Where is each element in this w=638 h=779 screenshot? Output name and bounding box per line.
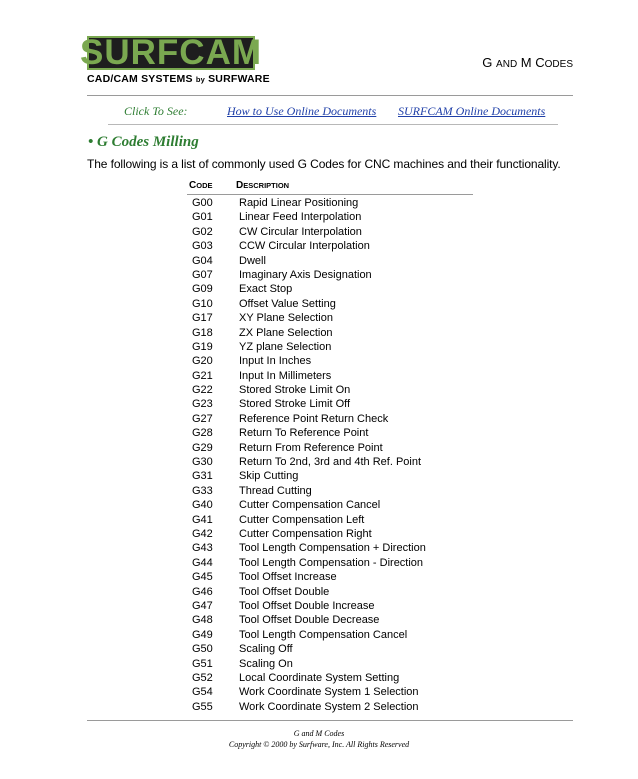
footer-copyright: Copyright © 2000 by Surfware, Inc. All Rights Reserved <box>228 740 410 749</box>
gcode-description: Cutter Compensation Right <box>239 527 372 540</box>
gcode-description: Skip Cutting <box>239 470 299 483</box>
gcode-code: G54 <box>192 686 213 699</box>
table-row <box>0 196 638 210</box>
table-header-divider <box>187 194 473 195</box>
table-row <box>0 527 638 541</box>
gcode-description: Thread Cutting <box>239 484 312 497</box>
footer-title: G and M Codes <box>293 729 345 738</box>
gcode-description: Tool Offset Increase <box>239 571 337 584</box>
gcode-code: G00 <box>192 197 213 209</box>
gcode-description: Tool Length Compensation Cancel <box>239 628 408 641</box>
table-row <box>0 225 638 239</box>
logo-wordmark-box <box>80 33 262 72</box>
nav-label: Click To See: <box>124 104 188 118</box>
intro-text: The following is a list of commonly used G Codes for CNC machines and their functionality. <box>87 157 561 171</box>
gcode-description: ZX Plane Selection <box>239 326 333 339</box>
gcode-description: Tool Offset Double <box>239 585 330 598</box>
gcode-description: Dwell <box>239 254 266 267</box>
table-row <box>0 628 638 642</box>
gcode-code: G29 <box>192 441 213 454</box>
gcode-description: Scaling Off <box>239 643 293 656</box>
gcode-description: Return To 2nd, 3rd and 4th Ref. Point <box>239 456 422 469</box>
gcode-description: CW Circular Interpolation <box>239 225 362 238</box>
table-row <box>0 254 638 268</box>
page-title <box>482 55 573 70</box>
gcode-code: G10 <box>192 297 213 310</box>
gcode-description: Exact Stop <box>239 283 293 296</box>
table-row <box>0 685 638 699</box>
title-m: M <box>520 55 532 70</box>
gcode-description: Imaginary Axis Designation <box>239 268 372 281</box>
table-row <box>0 369 638 383</box>
table-row <box>0 599 638 613</box>
bullet-icon: • <box>88 134 94 150</box>
table-row <box>0 642 638 656</box>
surfcam-logo <box>80 33 270 90</box>
gcode-code: G42 <box>192 527 213 540</box>
table-row <box>0 513 638 527</box>
gcode-description: Local Coordinate System Setting <box>239 671 400 684</box>
gcode-code: G33 <box>192 484 213 497</box>
gcode-code: G07 <box>192 268 213 281</box>
table-row <box>0 469 638 483</box>
table-row <box>0 570 638 584</box>
logo-brand: SURFCAM <box>80 33 262 72</box>
gcode-code: G49 <box>192 628 213 641</box>
gcode-description: Return To Reference Point <box>239 427 369 440</box>
gcode-code: G48 <box>192 614 213 627</box>
gcode-code: G17 <box>192 312 213 325</box>
gcode-code: G02 <box>192 225 213 238</box>
online-documents-link[interactable]: SURFCAM Online Documents <box>398 104 546 118</box>
table-row <box>0 311 638 325</box>
gcode-code: G44 <box>192 556 213 569</box>
section-heading <box>88 134 199 151</box>
gcode-description: Cutter Compensation Cancel <box>239 499 381 512</box>
title-c: C <box>535 55 545 70</box>
gcode-description: Return From Reference Point <box>239 441 383 454</box>
title-and: AND <box>496 59 518 70</box>
gcode-description: Tool Length Compensation - Direction <box>239 556 424 569</box>
gcode-description: Scaling On <box>239 657 293 670</box>
gcode-code: G31 <box>192 470 213 483</box>
gcode-description: Rapid Linear Positioning <box>239 197 359 209</box>
table-row <box>0 700 638 714</box>
title-odes: ODES <box>544 59 573 70</box>
title-g: G <box>482 55 493 70</box>
gcode-code: G04 <box>192 254 213 267</box>
section-title: G Codes Milling <box>97 134 199 150</box>
gcode-code: G27 <box>192 412 213 425</box>
table-row <box>0 657 638 671</box>
gcode-code: G52 <box>192 671 213 684</box>
gcode-description: Stored Stroke Limit On <box>239 384 351 397</box>
table-row <box>0 671 638 685</box>
gcode-description: Tool Offset Double Decrease <box>239 614 380 627</box>
gcode-code: G46 <box>192 585 213 598</box>
table-row <box>0 397 638 411</box>
logo-company: SURFWARE <box>208 73 270 85</box>
gcode-description: Stored Stroke Limit Off <box>239 398 351 411</box>
gcode-description: Tool Offset Double Increase <box>239 599 375 612</box>
gcode-description: Linear Feed Interpolation <box>239 211 362 224</box>
gcode-code: G19 <box>192 340 213 353</box>
gcode-code: G43 <box>192 542 213 555</box>
gcode-code: G21 <box>192 369 213 382</box>
gcode-code: G09 <box>192 283 213 296</box>
table-row <box>0 210 638 224</box>
table-row <box>0 455 638 469</box>
table-row <box>0 412 638 426</box>
gcode-code: G45 <box>192 571 213 584</box>
table-row <box>0 340 638 354</box>
table-row <box>0 426 638 440</box>
table-row <box>0 354 638 368</box>
column-header-code: CODE <box>189 180 213 191</box>
gcode-code: G47 <box>192 599 213 612</box>
gcode-description: Reference Point Return Check <box>239 412 389 425</box>
gcode-code: G50 <box>192 643 213 656</box>
column-header-description: DESCRIPTION <box>236 180 290 191</box>
gcode-description: Input In Millimeters <box>239 369 332 382</box>
gcode-code: G51 <box>192 657 213 670</box>
table-row <box>0 498 638 512</box>
gcode-description: YZ plane Selection <box>239 340 332 353</box>
table-row <box>0 297 638 311</box>
gcode-description: Cutter Compensation Left <box>239 513 365 526</box>
logo-subtitle-text: CAD/CAM SYSTEMS <box>87 73 193 85</box>
table-row <box>0 484 638 498</box>
gcode-code: G20 <box>192 355 213 368</box>
table-row <box>0 282 638 296</box>
gcode-code: G28 <box>192 427 213 440</box>
gcode-table <box>0 196 638 714</box>
logo-subtitle <box>87 73 270 85</box>
table-row <box>0 383 638 397</box>
nav-divider <box>108 124 558 125</box>
table-row <box>0 268 638 282</box>
gcode-code: G01 <box>192 211 213 224</box>
table-row <box>0 541 638 555</box>
gcode-description: CCW Circular Interpolation <box>239 240 370 253</box>
table-row <box>0 441 638 455</box>
gcode-description: XY Plane Selection <box>239 312 333 325</box>
header-divider <box>87 95 573 96</box>
gcode-description: Work Coordinate System 1 Selection <box>239 686 419 699</box>
gcode-description: Offset Value Setting <box>239 297 336 310</box>
table-row <box>0 613 638 627</box>
table-row <box>0 585 638 599</box>
gcode-description: Input In Inches <box>239 355 312 368</box>
gcode-code: G22 <box>192 384 213 397</box>
footer-divider <box>87 720 573 721</box>
table-row <box>0 556 638 570</box>
gcode-code: G40 <box>192 499 213 512</box>
table-row <box>0 239 638 253</box>
table-row <box>0 326 638 340</box>
gcode-code: G41 <box>192 513 213 526</box>
gcode-code: G23 <box>192 398 213 411</box>
gcode-description: Tool Length Compensation + Direction <box>239 542 426 555</box>
gcode-code: G03 <box>192 240 213 253</box>
gcode-code: G18 <box>192 326 213 339</box>
gcode-description: Work Coordinate System 2 Selection <box>239 700 419 713</box>
gcode-code: G55 <box>192 700 213 713</box>
gcode-code: G30 <box>192 456 213 469</box>
logo-by: by <box>195 75 205 84</box>
how-to-use-link[interactable]: How to Use Online Documents <box>227 104 377 118</box>
